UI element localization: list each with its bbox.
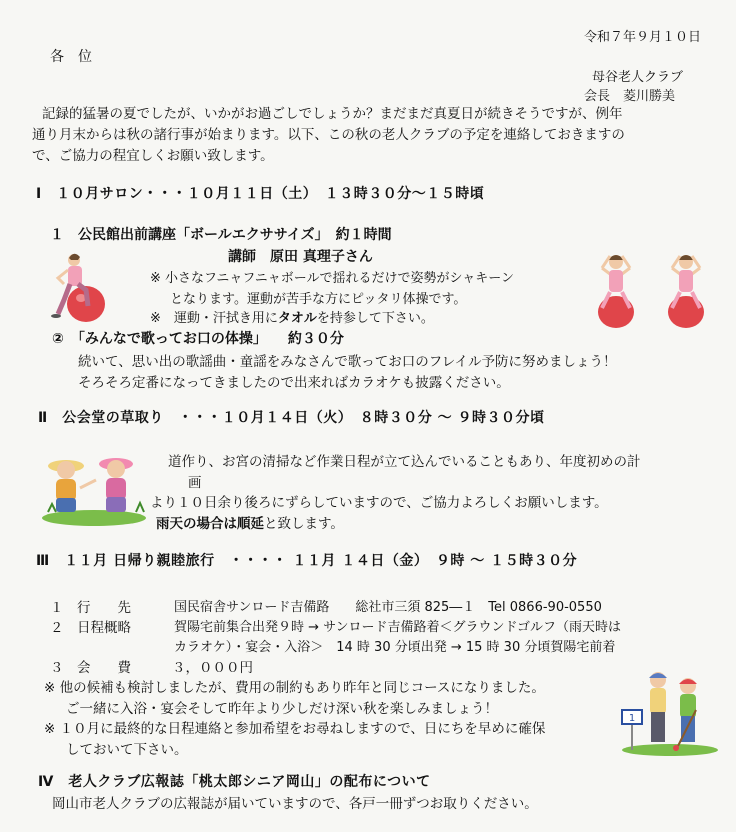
flag-number: 1 [628, 713, 636, 724]
organization-name: 母谷老人クラブ [592, 70, 684, 85]
section-1-item-2-text-2: そろそろ定番になってきましたので出来ればカラオケも披露ください。 [78, 375, 510, 391]
president-name: 会長 菱川勝美 [584, 89, 676, 104]
document-date: 令和７年９月１０日 [584, 30, 702, 45]
towel-emphasis: タオル [277, 311, 317, 326]
ground-golf-illustration [618, 670, 718, 756]
intro-line: 記録的猛暑の夏でしたが、いかがお過ごしでしょうか？まだまだ真夏日が続きそうですが、例年 [42, 106, 623, 122]
section-3-note-1a: ※ 他の候補も検討しましたが、費用の制約もあり昨年と同じコースになりました。 [44, 680, 545, 696]
ball-stretch-illustration [584, 248, 724, 332]
section-2-heading: Ⅱ 公会堂の草取り ・・・１０月１４日（火） ８時３０分 ～ ９時３０分頃 [38, 410, 545, 426]
note-text: ※ 運動・汗拭き用に [150, 311, 278, 326]
intro-line: 通り月末からは秋の諸行事が始まります。以下、この秋の老人クラブの予定を連絡しておきますの [32, 127, 625, 143]
section-1-item-2-text-1: 続いて、思い出の歌謡曲・童謡をみなさんで歌ってお口のフレイル予防に努めましょう！ [78, 354, 617, 370]
trip-schedule-value-2: カラオケ）・宴会・入浴＞ 14 時 30 分頃出発 → 15 時 30 分頃賀陽宅前着 [174, 640, 616, 655]
instructor-name: 講師 原田 真理子さん [228, 249, 373, 265]
ball-exercise-illustration [44, 250, 122, 330]
trip-fee-value: ３，０００円 [172, 660, 253, 676]
trip-destination-value: 国民宿舎サンロード吉備路 総社市三須 825―１ Tel 0866-90-0550 [174, 600, 602, 615]
section-3-note-2a: ※ １０月に最終的な日程連絡と参加希望をお尋ねしますので、日にちを早めに確保 [44, 721, 546, 737]
section-4-heading: Ⅳ 老人クラブ広報誌「桃太郎シニア岡山」の配布について [38, 774, 431, 790]
weeding-couple-illustration [40, 452, 148, 528]
section-1-heading: Ⅰ １０月サロン・・・１０月１１日（土） １３時３０分～１５時頃 [36, 186, 485, 202]
section-3-heading: Ⅲ １１月 日帰り親睦旅行 ・・・・ １１月 １４日（金） ９時 ～ １５時３０分 [36, 553, 578, 569]
section-2-text-1: 道作り、お宮の清掃など作業日程が立て込んでいることもあり、年度初めの計 [168, 454, 641, 470]
section-1-note-1b: となります。運動が苦手な方にピッタリ体操です。 [170, 292, 467, 307]
intro-paragraph [32, 104, 716, 167]
section-1-item-1-title: １ 公民館出前講座「ボールエクササイズ」 約１時間 [50, 227, 392, 243]
section-2-text-1b: 画 [188, 475, 202, 491]
intro-line: で、ご協力の程宜しくお願い致します。 [32, 148, 274, 164]
section-3-note-2b: しておいて下さい。 [66, 742, 188, 758]
section-4-text: 岡山市老人クラブの広報誌が届いていますので、各戸一冊ずつお取りください。 [52, 796, 538, 812]
rain-postpone-emphasis: 雨天の場合は順延 [156, 516, 264, 532]
section-1-note-2 [150, 307, 434, 326]
note-text: を持参して下さい。 [316, 311, 434, 326]
section-1-item-2-title: ② 「みんなで歌ってお口の体操」 約３０分 [52, 331, 344, 347]
trip-destination-label: １ 行 先 [50, 600, 131, 616]
section-1-note-1a: ※ 小さなフニャフニャボールで揺れるだけで姿勢がシャキーン [150, 271, 514, 286]
section-2-text-3 [156, 512, 344, 532]
section-3-note-1b: ご一緒に入浴・宴会そして昨年より少しだけ深い秋を楽しみましょう！ [66, 701, 498, 717]
section-2-text-2: より１０日余り後ろにずらしていますので、ご協力よろしくお願いします。 [150, 495, 608, 511]
trip-fee-label: ３ 会 費 [50, 660, 131, 676]
trip-schedule-value-1: 賀陽宅前集合出発９時 → サンロード吉備路着＜グラウンドゴルフ（雨天時は [174, 620, 621, 635]
trip-schedule-label: ２ 日程概略 [50, 620, 131, 636]
addressee: 各 位 [50, 49, 92, 65]
note-text: と致します。 [264, 516, 344, 532]
